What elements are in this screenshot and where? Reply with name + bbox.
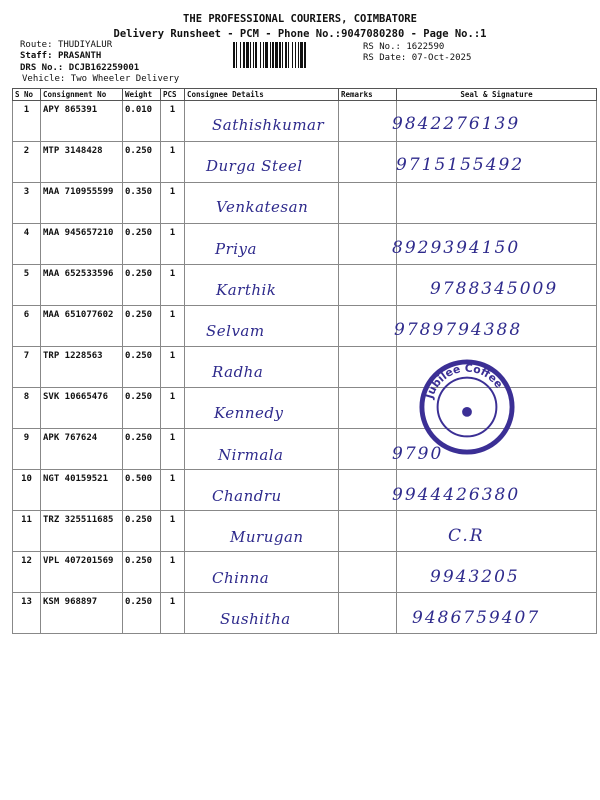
row-pcs: 1 <box>161 101 185 142</box>
row-consignment: MTP 3148428 <box>41 142 123 183</box>
row-consignment: VPL 407201569 <box>41 552 123 593</box>
row-sno: 10 <box>13 470 41 511</box>
consignee-handwritten-name: Nirmala <box>218 445 284 464</box>
row-pcs: 1 <box>161 265 185 306</box>
row-remarks-cell <box>339 183 397 224</box>
consignee-handwritten-name: Murugan <box>230 528 304 546</box>
row-pcs: 1 <box>161 429 185 470</box>
row-weight: 0.250 <box>123 265 161 306</box>
recipient-signature: 8929394150 <box>392 237 521 258</box>
row-consignment: MAA 710955599 <box>41 183 123 224</box>
row-pcs: 1 <box>161 183 185 224</box>
route-line <box>20 40 112 50</box>
row-sno: 2 <box>13 142 41 183</box>
row-weight: 0.250 <box>123 429 161 470</box>
row-remarks-cell <box>339 593 397 634</box>
row-pcs: 1 <box>161 347 185 388</box>
consignee-handwritten-name: Durga Steel <box>206 157 303 176</box>
row-consignee-cell <box>185 224 339 265</box>
barcode <box>233 42 359 68</box>
drs-label: DRS No.: <box>20 63 64 73</box>
col-consignee: Consignee Details <box>185 89 339 101</box>
recipient-signature: 9842276139 <box>392 114 521 134</box>
consignee-handwritten-name: Radha <box>212 363 264 382</box>
recipient-signature: C.R <box>448 526 485 546</box>
row-pcs: 1 <box>161 511 185 552</box>
table-row <box>13 511 597 552</box>
row-remarks-cell <box>339 101 397 142</box>
staff-line <box>20 51 101 61</box>
row-sno: 4 <box>13 224 41 265</box>
runsheet-subtitle: Delivery Runsheet - PCM - Phone No.:9047080280 - Page No.:1 <box>113 28 487 40</box>
route-value: THUDIYALUR <box>57 40 113 50</box>
row-consignment: TRZ 325511685 <box>41 511 123 552</box>
row-weight: 0.250 <box>123 388 161 429</box>
rs-no-label: RS No.: <box>363 42 401 52</box>
col-remarks: Remarks <box>339 89 397 101</box>
row-sno: 5 <box>13 265 41 306</box>
row-weight: 0.250 <box>123 142 161 183</box>
recipient-signature: 9715155492 <box>396 155 525 176</box>
row-pcs: 1 <box>161 142 185 183</box>
row-sno: 3 <box>13 183 41 224</box>
vehicle-label: Vehicle: <box>22 74 66 84</box>
row-weight: 0.500 <box>123 470 161 511</box>
stamp-text: Jubilee Coffee <box>422 361 506 401</box>
recipient-signature: 9943205 <box>430 567 520 588</box>
row-remarks-cell <box>339 470 397 511</box>
row-remarks-cell <box>339 224 397 265</box>
row-weight: 0.250 <box>123 552 161 593</box>
staff-label: Staff: <box>20 51 53 61</box>
row-sno: 8 <box>13 388 41 429</box>
consignee-handwritten-name: Chinna <box>212 569 270 588</box>
row-signature-cell <box>397 511 597 552</box>
row-consignment: APY 865391 <box>41 101 123 142</box>
drs-line <box>20 63 139 73</box>
row-weight: 0.250 <box>123 347 161 388</box>
row-pcs: 1 <box>161 224 185 265</box>
consignee-handwritten-name: Venkatesan <box>216 198 309 217</box>
row-sno: 1 <box>13 101 41 142</box>
row-consignment: KSM 968897 <box>41 593 123 634</box>
row-consignment: MAA 945657210 <box>41 224 123 265</box>
consignee-handwritten-name: Sathishkumar <box>212 116 325 134</box>
row-consignment: SVK 10665476 <box>41 388 123 429</box>
row-pcs: 1 <box>161 470 185 511</box>
recipient-signature: 9788345009 <box>430 278 559 299</box>
row-weight: 0.250 <box>123 511 161 552</box>
row-pcs: 1 <box>161 593 185 634</box>
row-weight: 0.350 <box>123 183 161 224</box>
row-sno: 6 <box>13 306 41 347</box>
row-consignment: NGT 40159521 <box>41 470 123 511</box>
staff-value: PRASANTH <box>57 51 102 61</box>
row-remarks-cell <box>339 511 397 552</box>
row-pcs: 1 <box>161 306 185 347</box>
row-remarks-cell <box>339 388 397 429</box>
consignee-handwritten-name: Selvam <box>206 322 265 340</box>
consignee-handwritten-name: Karthik <box>216 280 277 299</box>
row-sno: 9 <box>13 429 41 470</box>
col-signature: Seal & Signature <box>397 89 597 101</box>
row-sno: 7 <box>13 347 41 388</box>
rs-no-value: 1622590 <box>406 42 445 52</box>
consignee-handwritten-name: Priya <box>215 239 257 258</box>
col-pcs: PCS <box>161 89 185 101</box>
row-signature-cell <box>397 183 597 224</box>
recipient-signature: 9790 <box>392 443 444 464</box>
drs-value: DCJB162259001 <box>68 63 140 73</box>
consignee-handwritten-name: Chandru <box>212 486 282 505</box>
row-remarks-cell <box>339 347 397 388</box>
company-title: THE PROFESSIONAL COURIERS, COIMBATORE <box>183 13 417 25</box>
row-remarks-cell <box>339 429 397 470</box>
row-consignment: APK 767624 <box>41 429 123 470</box>
consignee-handwritten-name: Sushitha <box>220 610 291 629</box>
recipient-signature: 9486759407 <box>412 608 541 629</box>
route-label: Route: <box>20 40 53 50</box>
row-pcs: 1 <box>161 388 185 429</box>
rs-no-line <box>363 42 444 52</box>
barcode-bar <box>304 42 306 68</box>
col-weight: Weight <box>123 89 161 101</box>
row-sno: 11 <box>13 511 41 552</box>
row-weight: 0.250 <box>123 224 161 265</box>
row-remarks-cell <box>339 552 397 593</box>
rs-date-line <box>363 53 471 63</box>
table-header-row <box>13 89 597 101</box>
consignee-handwritten-name: Kennedy <box>214 404 284 423</box>
company-seal-stamp <box>418 358 516 456</box>
row-weight: 0.250 <box>123 593 161 634</box>
col-consignment: Consignment No <box>41 89 123 101</box>
row-remarks-cell <box>339 265 397 306</box>
row-consignment: MAA 652533596 <box>41 265 123 306</box>
rs-date-label: RS Date: <box>363 53 407 63</box>
row-weight: 0.250 <box>123 306 161 347</box>
col-sno: S No <box>13 89 41 101</box>
row-remarks-cell <box>339 142 397 183</box>
row-sno: 12 <box>13 552 41 593</box>
rs-date-value: 07-Oct-2025 <box>411 53 472 63</box>
vehicle-value: Two Wheeler Delivery <box>70 74 180 84</box>
vehicle-line <box>22 74 179 84</box>
row-sno: 13 <box>13 593 41 634</box>
row-consignment: MAA 651077602 <box>41 306 123 347</box>
row-remarks-cell <box>339 306 397 347</box>
row-weight: 0.010 <box>123 101 161 142</box>
recipient-signature: 9944426380 <box>392 484 521 505</box>
row-consignment: TRP 1228563 <box>41 347 123 388</box>
recipient-signature: 9789794388 <box>394 320 523 340</box>
row-pcs: 1 <box>161 552 185 593</box>
